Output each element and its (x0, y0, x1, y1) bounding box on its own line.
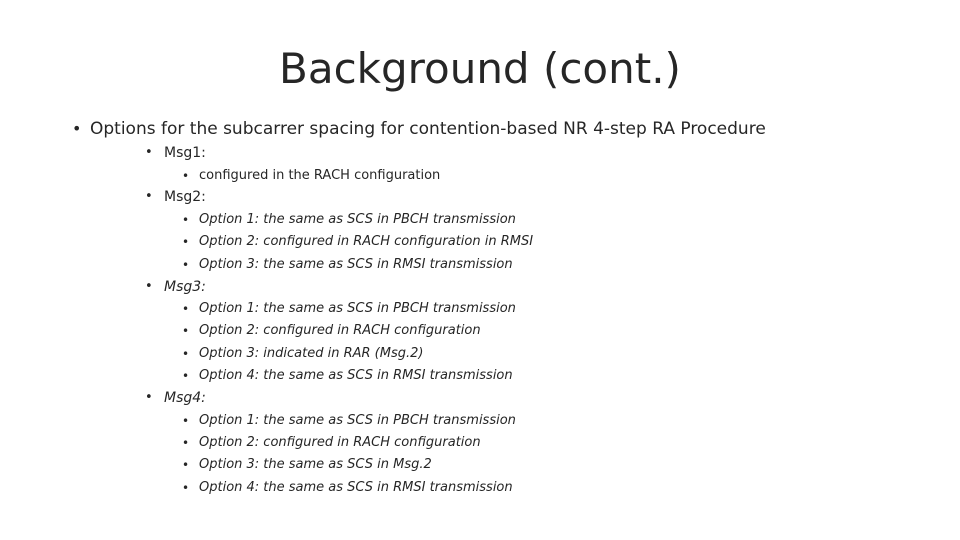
msg4-item-text: Option 3: the same as SCS in Msg.2 (199, 457, 432, 472)
bullet-marker: • (145, 145, 153, 160)
bullet-marker: • (182, 436, 190, 450)
msg3-item (182, 321, 481, 341)
bullet-marker: • (145, 390, 153, 405)
msg2-item (182, 232, 533, 252)
bullet-marker: • (182, 414, 190, 428)
bullet-marker: • (182, 258, 190, 272)
msg1-item-text: configured in the RACH configuration (199, 168, 441, 183)
msg3-item-text: Option 1: the same as SCS in PBCH transmission (199, 301, 516, 316)
msg2-label: Msg2: (164, 189, 206, 205)
msg3-item-text: Option 3: indicated in RAR (Msg.2) (199, 346, 424, 361)
msg3-bullet (145, 277, 206, 297)
slide-title: Background (cont.) (279, 44, 681, 93)
msg4-item (182, 433, 481, 453)
bullet-marker: • (182, 369, 190, 383)
msg2-item-text: Option 3: the same as SCS in RMSI transmission (199, 257, 513, 272)
msg3-item-text: Option 4: the same as SCS in RMSI transmission (199, 368, 513, 383)
bullet-marker: • (182, 235, 190, 249)
msg4-item-text: Option 1: the same as SCS in PBCH transmission (199, 413, 516, 428)
main-bullet-text: Options for the subcarrer spacing for contention-based NR 4-step RA Procedure (90, 119, 766, 139)
bullet-marker: • (182, 481, 190, 495)
bullet-marker: • (72, 119, 82, 138)
msg3-label: Msg3: (164, 279, 206, 295)
bullet-marker: • (182, 213, 190, 227)
main-bullet (72, 118, 766, 140)
msg3-item (182, 366, 513, 386)
bullet-marker: • (145, 189, 153, 204)
bullet-marker: • (145, 279, 153, 294)
msg2-item (182, 210, 516, 230)
msg1-label: Msg1: (164, 145, 206, 161)
msg4-item-text: Option 4: the same as SCS in RMSI transmission (199, 480, 513, 495)
msg1-item (182, 166, 440, 186)
bullet-marker: • (182, 169, 190, 183)
msg4-item-text: Option 2: configured in RACH configuration (199, 435, 481, 450)
msg2-item (182, 255, 513, 275)
msg3-item (182, 344, 423, 364)
msg4-bullet (145, 388, 206, 408)
msg3-item (182, 299, 516, 319)
msg4-label: Msg4: (164, 390, 206, 406)
msg3-item-text: Option 2: configured in RACH configuration (199, 323, 481, 338)
bullet-marker: • (182, 458, 190, 472)
bullet-marker: • (182, 324, 190, 338)
bullet-marker: • (182, 302, 190, 316)
msg2-item-text: Option 2: configured in RACH configuration in RMSI (199, 234, 534, 249)
msg1-bullet (145, 143, 206, 163)
msg4-item (182, 478, 513, 498)
msg4-item (182, 455, 432, 475)
bullet-marker: • (182, 347, 190, 361)
msg4-item (182, 411, 516, 431)
msg2-item-text: Option 1: the same as SCS in PBCH transmission (199, 212, 516, 227)
msg2-bullet (145, 187, 206, 207)
